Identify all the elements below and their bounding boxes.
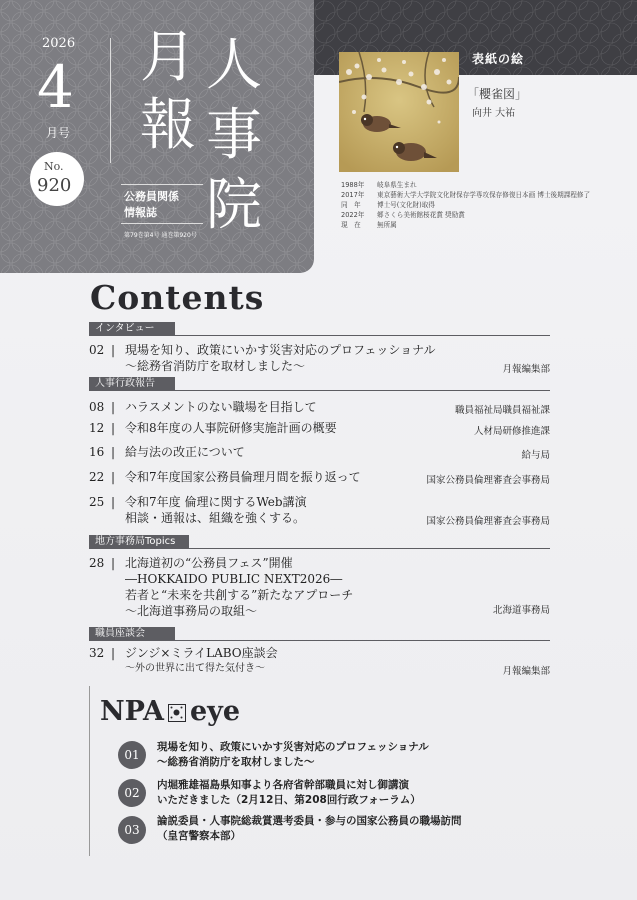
section-rule: [89, 335, 550, 336]
title-char-ji: 事: [206, 103, 262, 168]
section-label-hr-report: 人事行政報告: [89, 377, 175, 391]
bio-text: 無所属: [377, 221, 397, 229]
title-char-ho: 報: [140, 93, 196, 158]
issue-no-label: No.: [44, 160, 64, 173]
bio-year: 2017年: [341, 191, 365, 199]
entry-title: ハラスメントのない職場を目指して: [125, 400, 317, 414]
title-char-jin: 人: [206, 33, 262, 98]
contents-entry[interactable]: 02 | 現場を知り、政策にいかす災害対応のプロフェッショナル ～総務省消防庁を取材しました～: [89, 343, 436, 373]
bio-row: [341, 190, 590, 200]
section-rule: [89, 390, 550, 391]
npa-item-number: 01: [118, 741, 146, 769]
entry-title: ジンジ×ミライLABO座談会: [125, 646, 278, 660]
npa-item-text[interactable]: [157, 740, 429, 770]
contents-heading: Contents: [90, 278, 265, 317]
entry-dept: 北海道事務局: [492, 605, 550, 616]
entry-dept: 月報編集部: [502, 666, 550, 677]
entry-page: 28: [89, 556, 105, 570]
npa-item-text[interactable]: [157, 778, 421, 808]
bio-text: 岐阜県生まれ: [377, 181, 417, 189]
bio-year: 現 在: [341, 221, 361, 229]
entry-page: 02: [89, 343, 105, 357]
volume-number: 第79巻第4号 通巻第920号: [124, 232, 197, 239]
entry-subtitle: 相談・通報は、組織を強くする。: [125, 511, 306, 525]
contents-entry[interactable]: 25 | 令和7年度 倫理に関するWeb講演 相談・通報は、組織を強くする。: [89, 495, 307, 525]
entry-dept: 国家公務員倫理審査会事務局: [426, 516, 550, 527]
contents-entry[interactable]: 16 | 給与法の改正について: [89, 445, 245, 459]
contents-entry[interactable]: 22 | 令和7年度国家公務員倫理月間を振り返って: [89, 470, 361, 484]
npa-item-number: 02: [118, 779, 146, 807]
npa-eye-rule: [89, 686, 90, 856]
bio-text: 東京藝術大学大学院文化財保存学専攻保存修復日本画 博士後期課程修了: [377, 191, 591, 199]
npa-item-line: 論説委員・人事院総裁賞選考委員・参与の国家公務員の職場訪問: [157, 815, 462, 827]
entry-page: 08: [89, 400, 105, 414]
bio-year: 2022年: [341, 211, 365, 219]
entry-title: 北海道初の“公務員フェス”開催: [125, 556, 293, 570]
npa-eye-title-left: NPA: [100, 696, 164, 727]
issue-month-number: 4: [37, 53, 74, 121]
npa-item-line: 現場を知り、政策にいかす災害対応のプロフェッショナル: [157, 741, 429, 753]
publication-line-1: 公務員関係: [124, 190, 179, 203]
bio-row: [341, 200, 590, 210]
entry-subtitle: ―HOKKAIDO PUBLIC NEXT2026―: [125, 572, 343, 586]
bio-row: [341, 210, 590, 220]
npa-item-line: （皇宮警察本部）: [157, 830, 241, 842]
entry-title: 令和8年度の人事院研修実施計画の概要: [125, 421, 337, 435]
entry-dept: 人材局研修推進課: [473, 426, 550, 437]
entry-dept: 給与局: [521, 450, 550, 461]
cover-artwork: [339, 52, 459, 172]
bio-row: [341, 180, 590, 190]
artwork-title: 「櫻雀図」: [467, 87, 528, 101]
title-char-getsu: 月: [140, 25, 196, 90]
entry-title: 令和7年度 倫理に関するWeb講演: [125, 495, 307, 509]
section-label-regional-topics: 地方事務局Topics: [89, 535, 189, 549]
contents-entry[interactable]: 32 | ジンジ×ミライLABO座談会 ～外の世界に出て得た気付き～: [89, 646, 278, 674]
entry-title: 給与法の改正について: [125, 445, 245, 459]
npa-eye-title-right: eye: [190, 696, 241, 727]
entry-page: 32: [89, 646, 105, 660]
entry-page: 16: [89, 445, 105, 459]
npa-item-line: 内堀雅雄福島県知事より各府省幹部職員に対し御講演: [157, 779, 409, 791]
entry-dept: 月報編集部: [502, 364, 550, 375]
entry-subtitle: ～総務省消防庁を取材しました～: [125, 359, 306, 373]
entry-page: 12: [89, 421, 105, 435]
bio-row: [341, 220, 590, 230]
npa-item-line: ～総務省消防庁を取材しました～: [157, 756, 315, 768]
entry-title: 現場を知り、政策にいかす災害対応のプロフェッショナル: [125, 343, 436, 357]
publication-line-2: 情報誌: [124, 206, 157, 219]
sparrows-cherry-painting: [339, 52, 459, 172]
bio-year: 同 年: [341, 201, 361, 209]
publication-type: [124, 189, 179, 221]
npa-item-text[interactable]: [157, 814, 462, 844]
entry-subtitle: ～北海道事務局の取組～: [125, 604, 258, 618]
contents-entry[interactable]: 12 | 令和8年度の人事院研修実施計画の概要: [89, 421, 337, 435]
entry-page: 22: [89, 470, 105, 484]
npa-item-number: 03: [118, 816, 146, 844]
cover-heading: 表紙の絵: [472, 52, 525, 66]
bio-text: 博士号(文化財)取得: [377, 201, 435, 209]
issue-year: 2026: [42, 36, 76, 51]
artist-bio: [341, 180, 590, 230]
entry-subtitle: ～外の世界に出て得た気付き～: [125, 663, 265, 674]
masthead-divider: [110, 38, 111, 163]
title-char-in: 院: [206, 173, 262, 238]
bio-year: 1988年: [341, 181, 365, 189]
entry-page: 25: [89, 495, 105, 509]
section-rule: [89, 548, 550, 549]
bio-text: 郷さくら美術館桜花賞 奨励賞: [377, 211, 465, 219]
entry-dept: 職員福祉局職員福祉課: [454, 405, 550, 416]
npa-eye-logo-icon: [168, 704, 186, 722]
pub-rule-bottom: [121, 223, 203, 224]
entry-title: 令和7年度国家公務員倫理月間を振り返って: [125, 470, 361, 484]
npa-item-line: いただきました（2月12日、第208回行政フォーラム）: [157, 794, 421, 806]
issue-month-label: 月号: [46, 126, 71, 140]
contents-entry[interactable]: 28 | 北海道初の“公務員フェス”開催 ―HOKKAIDO PUBLIC NEXT2026― 若者と“未来を共創する”新たなアプローチ ～北海道事務局の取組～: [89, 556, 354, 618]
section-rule: [89, 640, 550, 641]
entry-dept: 国家公務員倫理審査会事務局: [426, 475, 550, 486]
entry-subtitle: 若者と“未来を共創する”新たなアプローチ: [125, 588, 354, 602]
contents-entry[interactable]: 08 | ハラスメントのない職場を目指して: [89, 400, 317, 414]
issue-number: 920: [37, 175, 72, 196]
pub-rule-top: [121, 184, 203, 185]
section-label-roundtable: 職員座談会: [89, 627, 175, 641]
section-label-interview: インタビュー: [89, 322, 175, 336]
artist-name: 向井 大祐: [472, 108, 516, 119]
